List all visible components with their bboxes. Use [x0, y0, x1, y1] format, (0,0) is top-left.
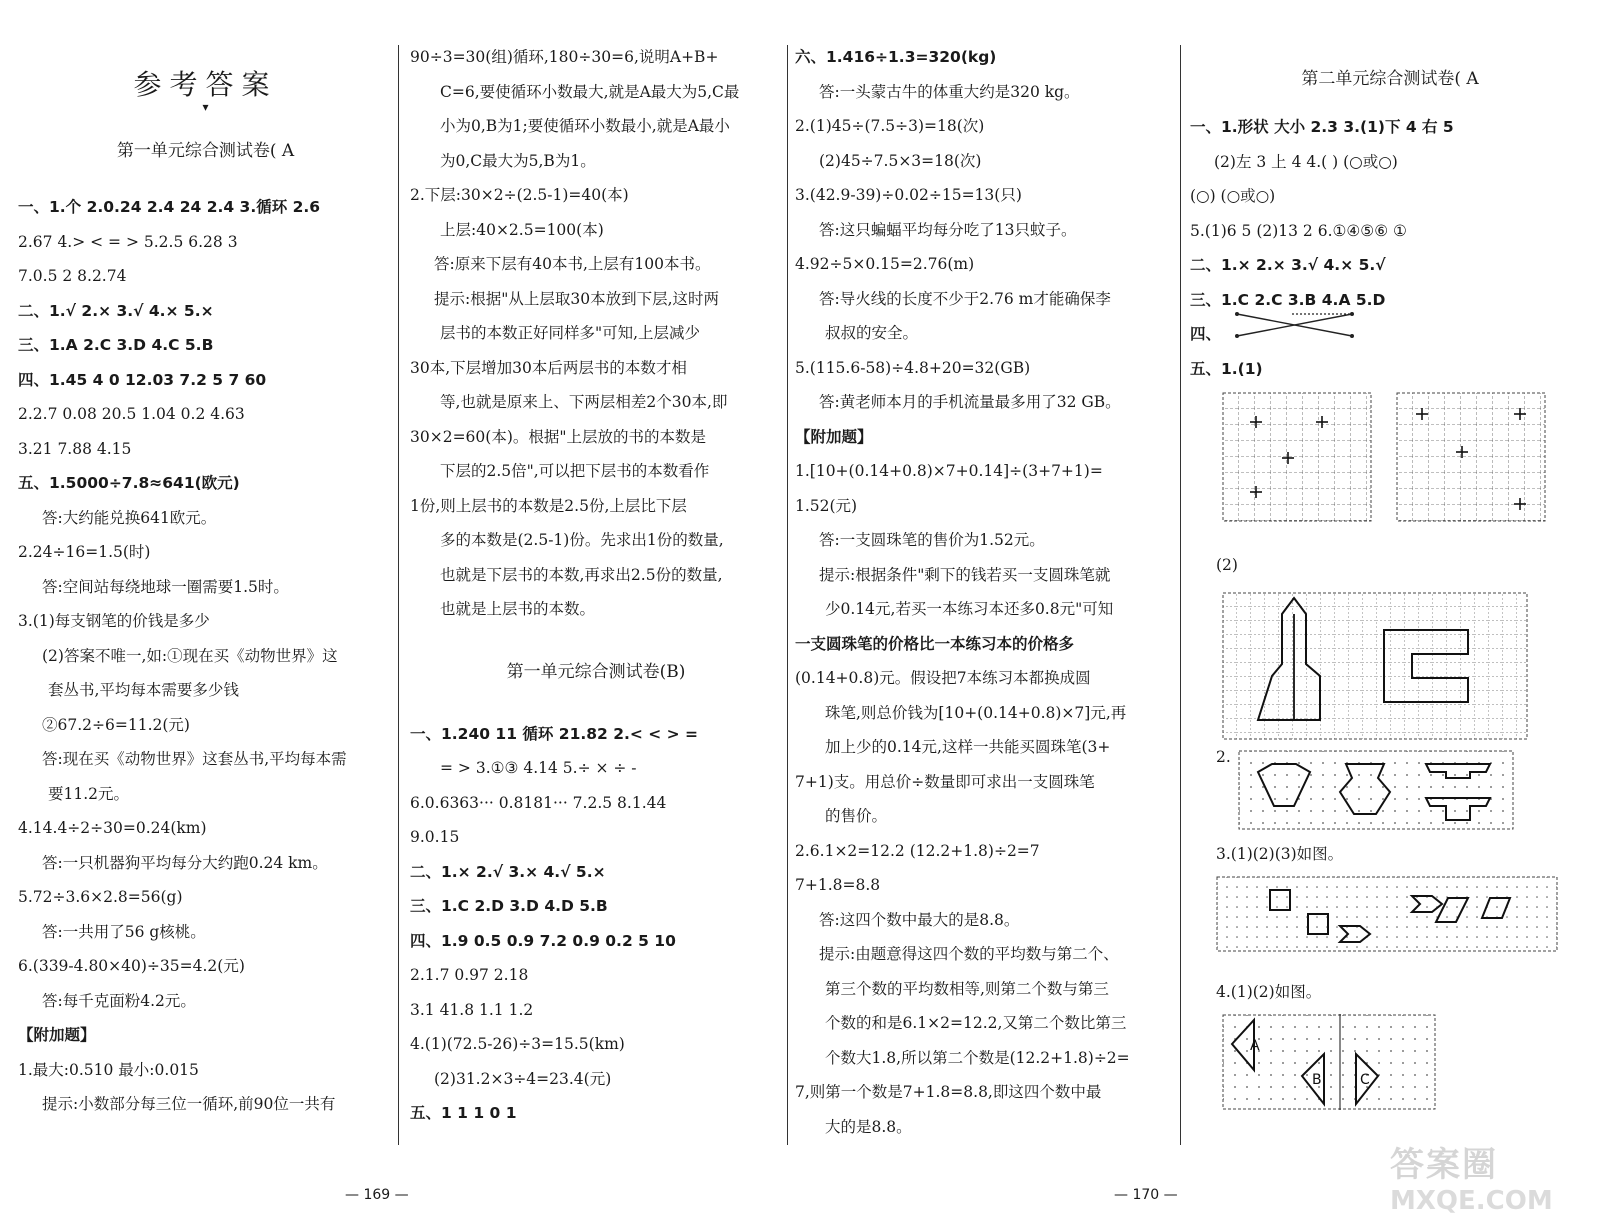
answer-line: 答:导火线的长度不少于2.76 m才能确保李 — [819, 289, 1111, 308]
answer-line: 2.下层:30×2÷(2.5-1)=40(本) — [410, 186, 629, 204]
heading-arrow-icon: ▾ — [202, 100, 209, 114]
answer-line: ②67.2÷6=11.2(元) — [42, 715, 190, 734]
answer-line: 1.52(元) — [795, 496, 858, 515]
grid-figure-1a — [1222, 392, 1372, 522]
answer-line: 答:原来下层有40本书,上层有100本书。 — [434, 255, 711, 273]
answer-line: 叔叔的安全。 — [825, 324, 919, 342]
answer-line: 提示:根据"从上层取30本放到下层,这时两 — [434, 289, 720, 308]
answer-list — [410, 717, 782, 1131]
answer-line: 3.(42.9-39)÷0.02÷15=13(只) — [795, 186, 1022, 204]
answer-line: 1.[10+(0.14+0.8)×7+0.14]÷(3+7+1)= — [795, 462, 1103, 480]
figure-label-q3: 3.(1)(2)(3)如图。 — [1216, 845, 1344, 863]
grid-figure-translation — [1216, 876, 1558, 952]
answer-line: 答:空间站每绕地球一圈需要1.5时。 — [42, 577, 289, 596]
answer-line: 答:一共用了56 g核桃。 — [42, 922, 206, 941]
answer-line: 提示:小数部分每三位一循环,前90位一共有 — [42, 1095, 336, 1113]
answer-line: 四、 — [1190, 325, 1222, 343]
column-divider — [787, 45, 788, 1145]
answer-line: 2.2.7 0.08 20.5 1.04 0.2 4.63 — [18, 405, 245, 423]
answer-line: 上层:40×2.5=100(本) — [440, 220, 604, 239]
answer-line: 答:一只机器狗平均每分大约跑0.24 km。 — [42, 853, 328, 872]
column-2 — [410, 40, 782, 1131]
answer-line: 二、1.√ 2.× 3.√ 4.× 5.× — [18, 301, 214, 320]
answer-line: (2)31.2×3÷4=23.4(元) — [434, 1069, 612, 1088]
answer-line: 2.24÷16=1.5(时) — [18, 543, 151, 561]
watermark-bottom: MXQE.COM — [1390, 1186, 1553, 1216]
answer-line: 三、1.C 2.D 3.D 4.D 5.B — [410, 897, 608, 915]
answer-line: 2.(1)45÷(7.5÷3)=18(次) — [795, 117, 985, 135]
answer-line: 4.(1)(72.5-26)÷3=15.5(km) — [410, 1035, 625, 1053]
figure-label-q4: 4.(1)(2)如图。 — [1216, 983, 1322, 1001]
answer-line: 大的是8.8。 — [825, 1117, 912, 1136]
page-number-left: — 169 — — [345, 1187, 409, 1203]
answer-line: 四、1.45 4 0 12.03 7.2 5 7 60 — [18, 370, 267, 389]
grid-figure-symmetry — [1222, 1014, 1436, 1110]
answer-line: 多的本数是(2.5-1)份。先求出1份的数量, — [440, 531, 724, 549]
page-heading — [18, 58, 393, 112]
answer-line: 1.最大:0.510 最小:0.015 — [18, 1060, 199, 1079]
answer-line: 5.(1)6 5 (2)13 2 6.①④⑤⑥ ① — [1190, 221, 1407, 240]
answer-line: 一、1.240 11 循环 21.82 2.< < > = — [410, 724, 699, 743]
answer-line: 小为0,B为1;要使循环小数最小,就是A最小 — [440, 117, 730, 135]
answer-line: 提示:根据条件"剩下的钱若买一支圆珠笔就 — [819, 565, 1111, 584]
answer-line: 答:黄老师本月的手机流量最多用了32 GB。 — [819, 393, 1121, 411]
answer-line: 个数的和是6.1×2=12.2,又第二个数比第三 — [825, 1014, 1127, 1032]
section-title: 第二单元综合测试卷( A — [1301, 69, 1479, 89]
answer-line: 【附加题】 — [795, 427, 873, 446]
answer-line: 六、1.416÷1.3=320(kg) — [795, 48, 997, 66]
answer-line: 等,也就是原来上、下两层相差2个30本,即 — [440, 393, 728, 411]
answer-line: 个数大1.8,所以第二个数是(12.2+1.8)÷2= — [825, 1048, 1130, 1067]
answer-list — [795, 40, 1175, 1144]
answer-line: 2.1.7 0.97 2.18 — [410, 966, 529, 984]
page-number-right: — 170 — — [1114, 1187, 1178, 1203]
answer-line: 二、1.× 2.× 3.√ 4.× 5.√ — [1190, 256, 1386, 274]
answer-line: 五、1 1 1 0 1 — [410, 1104, 517, 1122]
grid-figure-1b — [1396, 392, 1546, 522]
answer-line: 5.(115.6-58)÷4.8+20=32(GB) — [795, 358, 1031, 377]
answer-line: 9.0.15 — [410, 828, 460, 846]
answer-line: 答:这四个数中最大的是8.8。 — [819, 910, 1020, 929]
answer-line: 少0.14元,若买一本练习本还多0.8元"可知 — [825, 600, 1114, 618]
grid-figure-rocket — [1222, 592, 1528, 740]
answer-line: 套丛书,平均每本需要多少钱 — [48, 681, 239, 699]
answer-line: = > 3.①③ 4.14 5.÷ × ÷ - — [440, 759, 637, 777]
answer-line: 1份,则上层书的本数是2.5份,上层比下层 — [410, 496, 687, 515]
figure-label-q2: 2. — [1216, 748, 1231, 766]
answer-line: 四、1.9 0.5 0.9 7.2 0.9 0.2 5 10 — [410, 931, 676, 950]
column-3 — [795, 40, 1175, 1144]
answer-line: 的售价。 — [825, 807, 888, 825]
answer-line: 6.(339-4.80×40)÷35=4.2(元) — [18, 957, 245, 975]
figure-letter-b: B — [1312, 1072, 1322, 1088]
answer-line: 5.72÷3.6×2.8=56(g) — [18, 888, 183, 906]
answer-line: 3.(1)每支钢笔的价钱是多少 — [18, 612, 210, 630]
answer-line: 7,则第一个数是7+1.8=8.8,即这四个数中最 — [795, 1083, 1102, 1101]
answer-line: 3.21 7.88 4.15 — [18, 439, 132, 458]
answer-line: 加上少的0.14元,这样一共能买圆珠笔(3+ — [825, 738, 1111, 756]
answer-line: (2)答案不唯一,如:①现在买《动物世界》这 — [42, 646, 338, 665]
answer-line: 答:这只蝙蝠平均每分吃了13只蚊子。 — [819, 220, 1077, 239]
answer-line: 层书的本数正好同样多"可知,上层减少 — [440, 324, 701, 342]
answer-line: 第三个数的平均数相等,则第二个数与第三 — [825, 979, 1109, 998]
watermark-logo — [1390, 1137, 1590, 1217]
answer-line: 也就是下层书的本数,再求出2.5份的数量, — [440, 565, 723, 584]
answer-line: 7+1.8=8.8 — [795, 876, 881, 894]
answer-line: (2)左 3 上 4 4.( ) (○或○) — [1214, 152, 1398, 171]
answer-line: 答:每千克面粉4.2元。 — [42, 991, 196, 1010]
answer-line: 4.92÷5×0.15=2.76(m) — [795, 255, 975, 273]
answer-line: 90÷3=30(组)循环,180÷30=6,说明A+B+ — [410, 48, 719, 66]
answer-line: 要11.2元。 — [48, 784, 130, 803]
answer-list — [1190, 110, 1590, 386]
watermark-top: 答案圈 — [1390, 1145, 1498, 1185]
answer-line: 珠笔,则总价钱为[10+(0.14+0.8)×7]元,再 — [825, 703, 1127, 722]
answer-line: 30×2=60(本)。根据"上层放的书的本数是 — [410, 427, 707, 446]
matching-lines-figure — [1232, 306, 1362, 342]
answer-line: 一、1.形状 大小 2.3 3.(1)下 4 右 5 — [1190, 118, 1454, 136]
answer-line: 提示:由题意得这四个数的平均数与第二个、 — [819, 945, 1119, 963]
column-divider — [398, 45, 399, 1145]
answer-line: 也就是上层书的本数。 — [440, 600, 596, 618]
answer-line: (0.14+0.8)元。假设把7本练习本都换成圆 — [795, 669, 1091, 687]
answer-line: 3.1 41.8 1.1 1.2 — [410, 1000, 534, 1019]
answer-line: 7+1)支。用总价÷数量即可求出一支圆珠笔 — [795, 772, 1095, 791]
answer-line: 一支圆珠笔的价格比一本练习本的价格多 — [795, 634, 1075, 653]
answer-line: 4.14.4÷2÷30=0.24(km) — [18, 819, 207, 837]
answer-line: 答:一支圆珠笔的售价为1.52元。 — [819, 531, 1045, 549]
section-title: 第一单元综合测试卷( A — [116, 141, 295, 161]
answer-line: 答:一头蒙古牛的体重大约是320 kg。 — [819, 82, 1080, 101]
answer-line: 7.0.5 2 8.2.74 — [18, 267, 127, 285]
answer-line: 2.67 4.> < = > 5.2.5 6.28 3 — [18, 232, 238, 251]
answer-line: 30本,下层增加30本后两层书的本数才相 — [410, 358, 687, 377]
answer-line: 答:大约能兑换641欧元。 — [42, 508, 217, 527]
answer-line: 【附加题】 — [18, 1026, 96, 1044]
answer-line: 三、1.C 2.C 3.B 4.A 5.D — [1190, 290, 1386, 309]
column-divider — [1180, 45, 1181, 1145]
answer-line: (2)45÷7.5×3=18(次) — [819, 151, 982, 170]
figure-letter-a: A — [1250, 1038, 1260, 1054]
answer-line: 五、1.5000÷7.8≈641(欧元) — [18, 474, 240, 492]
grid-figure-shapes — [1238, 750, 1514, 830]
answer-list — [18, 190, 393, 1122]
answer-line: 2.6.1×2=12.2 (12.2+1.8)÷2=7 — [795, 841, 1040, 860]
answer-line: C=6,要使循环小数最大,就是A最大为5,C最 — [440, 82, 740, 101]
answer-list — [410, 40, 782, 627]
answer-line: 二、1.× 2.√ 3.× 4.√ 5.× — [410, 862, 606, 881]
answer-line: (○) (○或○) — [1190, 187, 1276, 205]
heading-text: 参考答案 — [133, 68, 278, 101]
answer-line: 五、1.(1) — [1190, 359, 1263, 378]
answer-line: 6.0.6363··· 0.8181··· 7.2.5 8.1.44 — [410, 793, 667, 812]
section-title: 第一单元综合测试卷(B) — [506, 661, 686, 682]
answer-line: 三、1.A 2.C 3.D 4.C 5.B — [18, 336, 214, 354]
answer-line: 答:现在买《动物世界》这套丛书,平均每本需 — [42, 750, 347, 768]
answer-line: 一、1.个 2.0.24 2.4 24 2.4 3.循环 2.6 — [18, 198, 321, 216]
answer-line: 下层的2.5倍",可以把下层书的本数看作 — [440, 462, 710, 480]
figure-letter-c: C — [1360, 1072, 1370, 1088]
figure-label-2: (2) — [1216, 556, 1238, 574]
column-1 — [18, 38, 393, 1122]
answer-line: 为0,C最大为5,B为1。 — [440, 151, 596, 170]
